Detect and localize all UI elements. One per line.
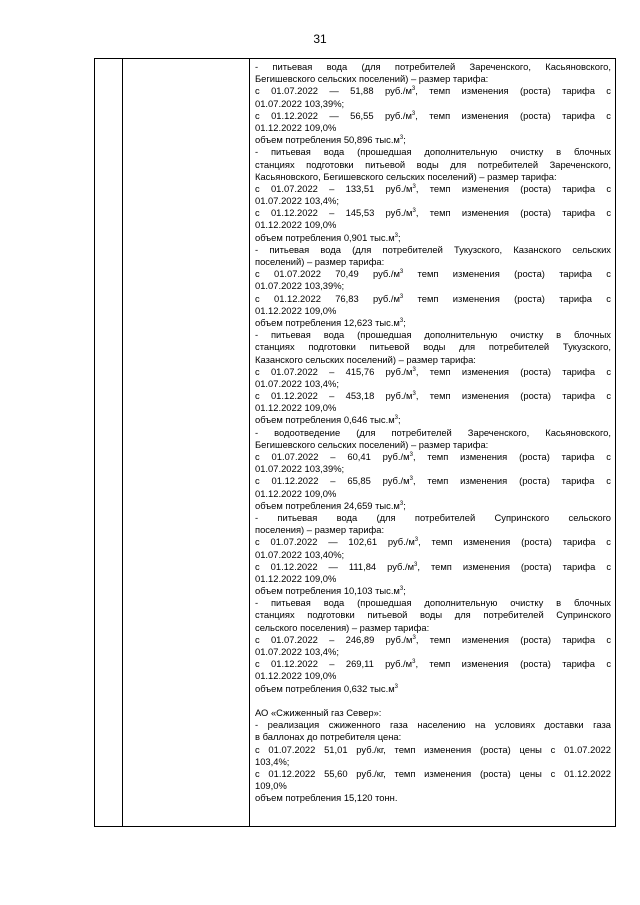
text-line: 01.12.2022 109,0% (255, 304, 337, 316)
text-line: станциях подготовки питьевой воды для потребителей Супринского (255, 609, 611, 621)
table-row (95, 59, 616, 827)
text-line: с 01.12.2022 – 65,85 $руб./м^3$, темп изменения (роста) тарифа с (255, 475, 611, 487)
text-line: 01.07.2022 103,39%; (255, 280, 345, 292)
text-line: - питьевая вода (для потребителей Зареченского, Касьяновского, (255, 61, 611, 72)
text-line: - питьевая вода (прошедшая дополнительную очистку в блочных (255, 146, 611, 158)
text-line: - питьевая вода (прошедшая дополнительную очистку в блочных (255, 597, 611, 609)
text-line: с 01.07.2022 — 51,88 $руб./м^3$, темп изменения (роста) тарифа с (255, 85, 611, 97)
text-line: объем потребления 0,632 $тыс.м^3$ (255, 682, 399, 694)
text-line: с 01.07.2022 – 246,89 $руб./м^3$, темп изменения (роста) тарифа с (255, 633, 611, 645)
text-line: с 01.12.2022 — 56,55 $руб./м^3$, темп изменения (роста) тарифа с (255, 109, 611, 121)
text-line: с 01.12.2022 76,83 $руб./м^3$ темп изменения (роста) тарифа с (255, 292, 611, 304)
text-line: 01.07.2022 103,39%; (255, 97, 345, 109)
text-line: объем потребления 24,659 $тыс.м^3$; (255, 499, 406, 511)
text-line: Казанского сельских поселений) – размер тарифа: (255, 353, 476, 365)
text-line: с 01.12.2022 – 145,53 $руб./м^3$, темп изменения (роста) тарифа с (255, 207, 611, 219)
text-line: с 01.07.2022 – 415,76 $руб./м^3$, темп изменения (роста) тарифа с (255, 365, 611, 377)
text-line: объем потребления 15,120 тонн. (255, 792, 398, 804)
text-line: 01.07.2022 103,4%; (255, 195, 339, 207)
text-line: 01.12.2022 109,0% (255, 487, 337, 499)
text-line: с 01.12.2022 – 453,18 $руб./м^3$, темп изменения (роста) тарифа с (255, 390, 611, 402)
text-line: 01.12.2022 109,0% (255, 121, 337, 133)
text-line: - питьевая вода (прошедшая дополнительную очистку в блочных (255, 329, 611, 341)
text-line: поселений) – размер тарифа: (255, 256, 385, 267)
text-line (255, 695, 611, 707)
text-line: сельского поселения) – размер тарифа: (255, 621, 430, 633)
text-line: с 01.12.2022 — 111,84 $руб./м^3$, темп изменения (роста) тарифа с (255, 560, 611, 572)
tariff-table (94, 58, 616, 827)
text-line: 01.07.2022 103,40%; (255, 548, 345, 560)
text-line: с 01.07.2022 70,49 $руб./м^3$ темп изменения (роста) тарифа с (255, 268, 611, 280)
text-line: Касьяновского, Бегишевского сельских поселений) – размер тарифа: (255, 170, 557, 182)
table-cell-tariffs (250, 59, 616, 827)
text-line: 01.07.2022 103,4%; (255, 646, 339, 657)
text-line: объем потребления 0,646 $тыс.м^3$; (255, 414, 401, 426)
text-line: Бегишевского сельских поселений) – размер тарифа: (255, 73, 489, 85)
text-line: объем потребления 12,623 $тыс.м^3$; (255, 316, 406, 328)
text-line: объем потребления 10,103 $тыс.м^3$; (255, 585, 406, 597)
text-line: станциях подготовки питьевой воды для потребителей Тукузского, (255, 341, 611, 353)
text-line: 01.07.2022 103,39%; (255, 463, 345, 475)
text-line: - питьевая вода (для потребителей Супринского сельского (255, 511, 611, 523)
text-line: Бегишевского сельских поселений) – размер тарифа: (255, 438, 489, 450)
text-line: 103,4%; (255, 755, 290, 767)
text-line: 01.12.2022 109,0% (255, 572, 337, 584)
text-line: 109,0% (255, 780, 287, 792)
text-line: с 01.07.2022 51,01 руб./кг, темп изменения (роста) цены с 01.07.2022 (255, 743, 611, 755)
text-line: 01.12.2022 109,0% (255, 219, 337, 231)
text-line: с 01.12.2022 55,60 руб./кг, темп изменения (роста) цены с 01.12.2022 (255, 767, 611, 779)
text-line: - водоотведение (для потребителей Зареченского, Касьяновского, (255, 426, 611, 438)
tariff-text-block (255, 61, 611, 804)
text-line: с 01.12.2022 – 269,11 $руб./м^3$, темп изменения (роста) тарифа с (255, 658, 611, 670)
text-line: с 01.07.2022 – 60,41 $руб./м^3$, темп изменения (роста) тарифа с (255, 451, 611, 462)
text-line: поселения) – размер тарифа: (255, 524, 385, 536)
table-cell-number (95, 59, 123, 827)
page-number: 31 (313, 32, 327, 46)
text-line: - питьевая вода (для потребителей Тукузского, Казанского сельских (255, 243, 611, 255)
text-line: станциях подготовки питьевой воды для потребителей Зареченского, (255, 158, 611, 170)
text-line: с 01.07.2022 – 133,51 $руб./м^3$, темп изменения (роста) тарифа с (255, 182, 611, 194)
text-line: с 01.07.2022 — 102,61 $руб./м^3$, темп изменения (роста) тарифа с (255, 536, 611, 548)
text-line: объем потребления 50,896 $тыс.м^3$; (255, 134, 406, 146)
text-line: 01.12.2022 109,0% (255, 402, 337, 414)
text-line: - реализация сжиженного газа населению на условиях доставки газа (255, 719, 611, 731)
text-line: 01.07.2022 103,4%; (255, 377, 339, 389)
text-line: объем потребления 0,901 $тыс.м^3$; (255, 231, 401, 243)
text-line: в баллонах до потребителя цена: (255, 731, 402, 743)
table-cell-organization (123, 59, 250, 827)
text-line: 01.12.2022 109,0% (255, 670, 337, 682)
text-line: АО «Сжиженный газ Север»: (255, 706, 382, 718)
